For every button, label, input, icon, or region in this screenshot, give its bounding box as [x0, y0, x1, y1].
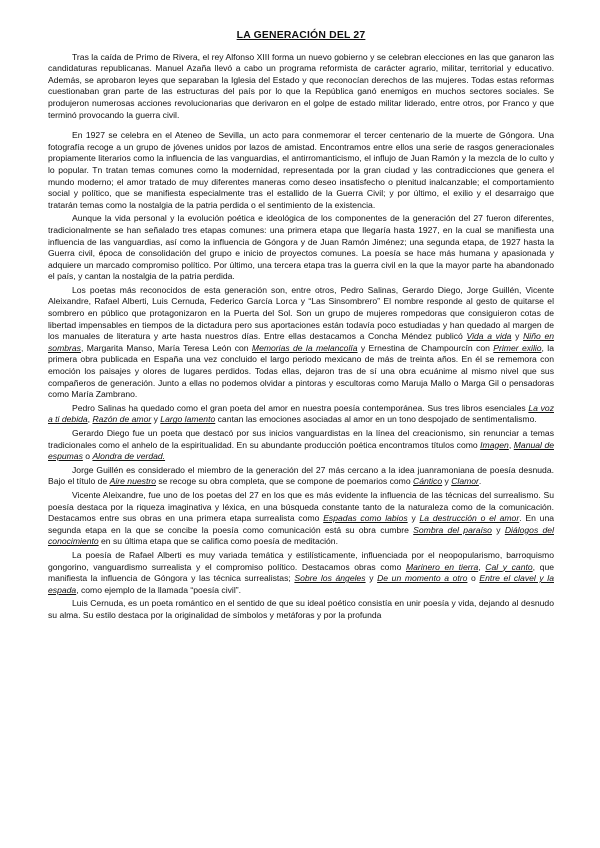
paragraph-origin: En 1927 se celebra en el Ateneo de Sevilla, un acto para conmemorar el tercer centenario de la muerte de Góngora. Una fotografía recoge a un grupo de jóvenes unidos por lazos de amistad. Encontramos entre ellos una serie de rasgos generacionales propiamente literarios como la influencia de las vanguardias, el antirromanticismo, el influjo de Juan Ramón y la mezcla de lo culto y lo popular. Tn tratan temas comunes como la modernidad, representada por la gran ciudad y las contradicciones que genera el mundo moderno; el amor tratado de muy diferentes maneras como deseo insatisfecho o plenitud inalcanzable; el comportamiento social y político, que se manifiesta especialmente tras el estallido de la Guerra Civil; y por último, el exilio y el desarraigo que tratarán temas como la nostalgia de la patria perdida o el sentimiento de la existencia. — [48, 130, 554, 210]
work-title: Espadas como labios — [323, 513, 408, 524]
work-title: Alondra de verdad. — [92, 451, 166, 462]
work-title: Aire nuestro — [109, 476, 156, 487]
work-title: Clamor — [451, 476, 479, 487]
paragraph-aleixandre: Vicente Aleixandre, fue uno de los poetas del 27 en los que es más evidente la influencia de las técnicas del surrealismo. Su poesía destaca por la riqueza imaginativa y léxica, en una búsqueda constante tanto de la naturaleza como de la comunicación. Destacamos entre sus obras en una primera etapa surrealista como Espadas como labios y La destrucción o el amor. En una segunda etapa en la que se concibe la poesía como comunicación está su obra cumbre Sombra del paraíso y Diálogos del conocimiento en su última etapa que se califica como poesía de meditación. — [48, 489, 554, 547]
work-title: Niño en sombras — [48, 331, 555, 353]
paragraph-alberti: La poesía de Rafael Alberti es muy variada temática y estilísticamente, influenciada por el neopopularismo, barroquismo gongorino, vanguardismo surrealista y el compromiso político. Destacamos obras como Marinero en tierra, Cal y canto, que manifiesta la influencia de Góngora y las técnica surrealistas; Sobre los ángeles y De un momento a otro o Entre el clavel y la espada, como ejemplo de la llamada “poesía civil”. — [48, 549, 555, 595]
paragraph-guillen: Jorge Guillén es considerado el miembro de la generación del 27 más cercano a la idea juanramoniana de poesía desnuda. Bajo el título de Aire nuestro se recoge su obra completa, que se compone de poemarios como Cántico y Clamor. — [48, 464, 554, 487]
document-page — [48, 30, 554, 624]
work-title: Largo lamento — [160, 414, 216, 425]
work-title: Manual de espumas — [48, 439, 554, 462]
paragraph-diego: Gerardo Diego fue un poeta que destacó por sus inicios vanguardistas en la línea del creacionismo, sin renunciar a temas tradicionales como el anhelo de la espiritualidad. En su abundante producción poética encontramos títulos como Imagen, Manual de espumas o Alondra de verdad. — [48, 428, 554, 462]
paragraph-cernuda: Luis Cernuda, es un poeta romántico en el sentido de que su ideal poético consistía en unir poesía y vida, dejando al desnudo su alma. Su estilo destaca por la originalidad de símbolos y metáforas y por la profunda — [48, 598, 554, 620]
work-title: Imagen — [480, 439, 509, 450]
work-title: Vida a vida — [466, 331, 512, 342]
work-title: Razón de amor — [92, 414, 152, 425]
work-title: Diálogos del conocimiento — [48, 524, 554, 547]
work-title: Entre el clavel y la espada — [48, 573, 554, 595]
work-title: La destrucción o el amor — [419, 513, 520, 524]
work-title: Sombra del paraíso — [413, 524, 492, 535]
paragraph-authors: Los poetas más reconocidos de esta generación son, entre otros, Pedro Salinas, Gerardo Diego, Jorge Guillén, Vicente Aleixandre, Rafael Alberti, Luis Cernuda, Federico García Lorca y “Las Sinsombrero” El nombre responde al gesto de quitarse el sombrero en público que protagonizaron en la Puerta del Sol. Son un grupo de mujeres rompedoras que consiguieron cotas de libertad impensables en tiempos de la dictadura pero sus aportaciones están todavía poco estudiadas y han quedado al margen de los manuales de literatura y arte hasta nuestros días. Entre ellas destacamos a Concha Méndez publicó Vida a vida y Niño en sombras, Margarita Manso, María Teresa León con Memorias de la melancolía y Ernestina de Champourcín con Primer exilio, la primera obra publicada en España una vez concluido el largo periodo mexicano de más de treinta años. En él se rememora con emoción los paisajes y olores de lugares perdidos. Todas ellas, dejaron tras de sí una obra ecuánime al mismo nivel que sus compañeros de generación. Junto a ellas no podemos olvidar a pintoras y escultoras como Maruja Mallo o Marga Gil o pensadoras como María Zambrano. — [48, 284, 555, 400]
paragraph-context: Tras la caída de Primo de Rivera, el rey Alfonso XIII forma un nuevo gobierno y se celebran elecciones en las que ganaron las candidaturas republicanas. Manuel Azaña llevó a cabo un programa reformista de carácter agrario, militar, territorial y educativo. Además, se aprobaron leyes que separaban la Iglesia del Estado y que reconocían derechos de las mujeres. Todas estas reformas cuestionaban gran parte de las estructuras del país por lo que la República ganó enemigos en muchos sectores sociales. Se produjeron numerosas acciones revolucionarias que derivaron en el golpe de estado militar liderado, entre otros, por Franco y que terminó provocando la guerra civil. — [48, 51, 554, 120]
work-title: Cántico — [413, 476, 443, 487]
work-title: Memorias de la melancolía — [251, 342, 358, 353]
paragraph-salinas: Pedro Salinas ha quedado como el gran poeta del amor en nuestra poesía contemporánea. Sus tres libros esenciales La voz a ti debida, Razón de amor y Largo lamento cantan las emociones asociadas al amor en un tono despojado de sentimentalismo. — [48, 402, 554, 425]
work-title: Sobre los ángeles — [294, 573, 366, 584]
work-title: Marinero en tierra — [405, 561, 479, 572]
work-title: Primer exilio — [493, 342, 542, 353]
work-title: La voz a ti debida — [48, 402, 554, 425]
paragraph-stages: Aunque la vida personal y la evolución poética e ideológica de los componentes de la generación del 27 fueron diferentes, tradicionalmente se han señalado tres etapas comunes: una primera etapa que llegaría hasta 1927, en la cual se manifiesta una influencia de las vanguardias, así como la influencia de Góngora y de Juan Ramón Jiménez; una segunda etapa, de 1927 hasta la Guerra civil, época de consolidación del grupo e inicio de proyectos comunes. La poesía se hace más humana y apasionada y adquiere un marcado compromiso político. Por último, una tercera etapa tras la guerra civil en la que la mayor parte ha abandonado el país, y cantan la nostalgia de la patria perdida. — [48, 213, 554, 282]
work-title: Cal y canto — [485, 561, 533, 572]
work-title: De un momento a otro — [377, 573, 468, 584]
document-title: LA GENERACIÓN DEL 27 — [236, 30, 366, 41]
